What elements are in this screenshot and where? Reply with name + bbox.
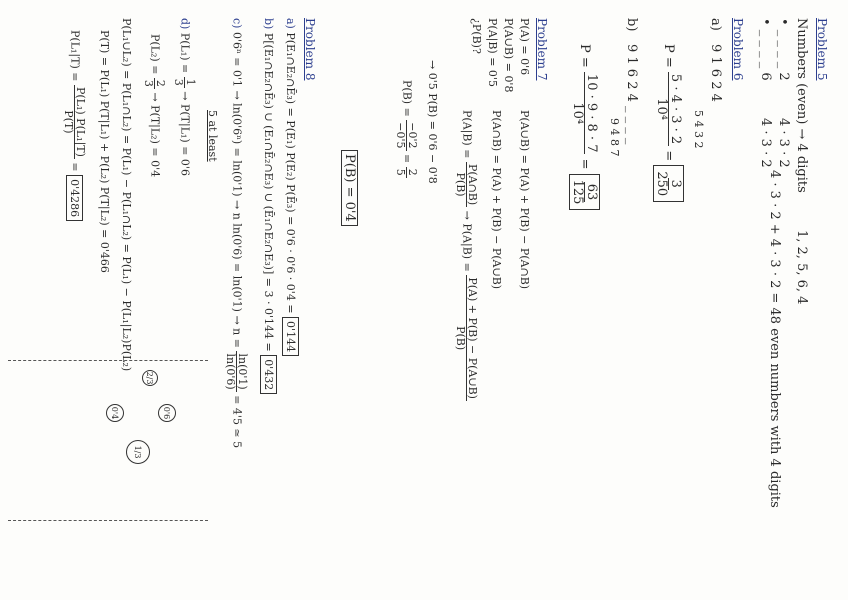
dashed-line-1 (8, 360, 208, 361)
problem7-eq1: P(A∪B) = P(A) + P(B) − P(A∩B) (518, 110, 531, 290)
problem6-a-formula: P = 5 · 4 · 3 · 2 10⁴ = 3 250 (653, 44, 684, 202)
tree-root-label: 1/3 (133, 445, 143, 459)
problem6-a-sub: 5 4 3 2 (692, 110, 705, 149)
problem8-a-text: P(E₁∩E₂∩Ē₃) = P(E₁) P(E₂) P(Ē₃) = 0'6 · 0'6 · 0'4 = (284, 32, 297, 314)
problem7-given1: P(A) = 0'6 (518, 18, 531, 76)
problem6-a-result-num: 3 (668, 179, 683, 188)
problem6-b-sub: 9 4 8 7 (608, 118, 621, 157)
problem8-d-label: d) (178, 18, 192, 30)
problem5-row1-blanks: • _ _ _ _ 2 (776, 18, 791, 81)
problem7-step2 (395, 80, 418, 178)
problem6-b-result (569, 174, 600, 211)
problem6-a-fraction (655, 72, 682, 146)
problem7-step2-rden: 5 (394, 168, 407, 176)
problem8-d-line1-num: 1 (184, 78, 197, 86)
problem6-b-result-den: 125 (570, 179, 585, 205)
problem8-d-line1-lhs: P(L₁) = (178, 32, 192, 74)
problem7-eq3-den: P(B) (454, 172, 467, 197)
problem8-c-num: ln(0'1) (236, 353, 249, 390)
problem8-d-line1 (173, 18, 196, 176)
problem8-a (285, 18, 296, 356)
problem8-b-answer: 0'432 (260, 355, 277, 394)
problem6-a-label: a) (708, 18, 723, 31)
problem7-given2: P(A∪B) = 0'8 (502, 18, 515, 93)
problem7-given3: P(A|B) = 0'5 (486, 18, 499, 87)
problem8-d-line5-lhs: P(L₁|T) = (68, 30, 82, 82)
problem6-b-digits: 9 1 6 2 4 _ _ _ _ (624, 44, 639, 145)
problem5-row1-product: 4 · 3 · 2 (776, 118, 791, 168)
tree-node-1 (158, 404, 176, 422)
problem8-a-answer: 0'144 (282, 317, 299, 356)
problem8-b-text: P[(E₁∩E₂∩Ē₃) ∪ (E₁∩Ē₂∩E₃) ∪ (Ē₁∩E₂∩E₃)] = 3 · 0'144 = (262, 32, 275, 352)
problem7-step2-eq: = (400, 154, 414, 164)
problem8-c-label: c) (230, 18, 244, 29)
tree-node-1-label: 0'6 (162, 406, 172, 420)
problem7-answer: P(B) = 0'4 (341, 150, 358, 226)
problem8-d-line2-num: 2 (154, 79, 167, 87)
problem7-step2-fraction (395, 120, 418, 150)
problem8-c-text: 0'6ⁿ = 0'1 → ln(0'6ⁿ) = ln(0'1) → n ln(0'6) = ln(0'1) → n = (230, 31, 244, 348)
problem8-d-line4: P(T) = P(L₁) P(T|L₁) + P(L₂) P(T|L₂) = 0'466 (98, 30, 111, 273)
problem6-a-p: P = (661, 44, 676, 68)
problem6-a-result-den: 250 (654, 171, 669, 197)
problem7-question: ¿P(B)? (470, 18, 483, 54)
problem6-b-num: 10 · 9 · 8 · 7 (584, 73, 599, 153)
problem8-d-line1-den: 3 (172, 78, 185, 86)
problem7-step2-rfraction (395, 167, 418, 178)
problem8-d-line5-den: P(T) (62, 110, 75, 134)
problem8-d-line5: P(L₁|T) = P(L₁) P(L₁|T) P(T) = 0'4286 (63, 30, 86, 221)
problem8-d-line1-fraction (173, 77, 196, 88)
problem6-a-digits: 9 1 6 2 4 (708, 44, 723, 102)
problem6-b-formula: P = 10 · 9 · 8 · 7 10⁴ = 63 125 (569, 44, 600, 210)
problem7-step2-lhs: P(B) = (400, 80, 414, 117)
problem7-step2-den: −0'5 (394, 122, 407, 149)
problem7-eq3 (455, 110, 478, 401)
dashed-line-2 (8, 520, 208, 521)
problem6-b-den: 10⁴ (570, 102, 585, 125)
tree-node-3-label: 2/3 (145, 371, 155, 385)
problem5-heading: Problem 5 (815, 18, 829, 81)
problem8-d-answer: 0'4286 (67, 175, 84, 221)
problem6-a-num: 5 · 4 · 3 · 2 (668, 73, 683, 145)
problem8-d-line2-fraction (143, 78, 166, 89)
problem6-b-result-num: 63 (584, 183, 599, 201)
problem6-heading: Problem 6 (731, 18, 745, 81)
problem7-eq3-lhs: P(A|B) = (460, 110, 474, 159)
tree-node-3 (142, 370, 158, 386)
problem7-step2-rnum: 2 (406, 168, 419, 176)
problem8-d-line2-lhs: P(L₂) = (148, 34, 162, 75)
tree-node-2-label: 0'4 (110, 406, 120, 420)
problem8-heading: Problem 8 (303, 18, 317, 81)
problem8-d-line5-num: P(L₁) P(L₁|T) (74, 86, 87, 157)
problem5-row2-blanks: • _ _ _ _ 6 (758, 18, 773, 81)
problem7-eq3-rnum: P(A) + P(B) − P(A∪B) (466, 277, 479, 399)
problem8-c-note: 5 at least (206, 110, 219, 162)
problem8-c-fraction (225, 351, 248, 391)
problem5-digits: 1, 2, 5, 6, 4 (794, 230, 809, 305)
problem7-eq3-arrow: → P(A|B) = (460, 210, 474, 272)
problem8-b (263, 18, 274, 394)
problem7-eq3-rden: P(B) (454, 326, 467, 351)
problem8-d-line2-rhs: → P(T|L₂) = 0'4 (148, 92, 162, 178)
problem8-c-den: ln(0'6) (224, 353, 237, 390)
problem8-a-label: a) (284, 18, 297, 29)
problem8-d-line2 (143, 34, 166, 177)
problem7-step2-num: −0'2 (406, 122, 419, 149)
problem8-b-label: b) (262, 18, 275, 30)
problem6-b-p: P = (577, 44, 592, 68)
problem7-eq3-fraction (455, 162, 478, 207)
problem7-eq3-rfraction (455, 275, 478, 401)
problem7-eq3-num: P(A∩B) (466, 163, 479, 206)
problem8-d-line5-fraction (63, 85, 86, 159)
problem5-sum: 4 · 3 · 2 + 4 · 3 · 2 = 48 even numbers with 4 digits (767, 170, 782, 508)
problem5-line1: Numbers (even) → 4 digits (794, 18, 809, 193)
problem6-b-label: b) (624, 18, 639, 32)
problem8-d-line1-rhs: → P(T|L₁) = 0'6 (178, 91, 192, 176)
problem8-d-line2-den: 3 (142, 79, 155, 87)
problem5-row2-product: 4 · 3 · 2 (758, 118, 773, 168)
problem7-step1: → 0'5 P(B) = 0'6 − 0'8 (426, 60, 439, 184)
tree-node-2 (106, 404, 124, 422)
problem6-a-result (653, 165, 684, 202)
problem7-eq2: P(A∩B) = P(A) + P(B) − P(A∪B) (490, 110, 503, 290)
problem8-d-line3: P(L₁∪L₂) = P(L₁∩L₂) = P(L₁) − P(L₁∩L₂) = P(L₁) − P(L₁|L₂)P(L₂) (120, 18, 133, 372)
problem8-c (225, 18, 248, 448)
problem7-heading: Problem 7 (535, 18, 549, 81)
problem8-c-result: = 4'5 ≃ 5 (230, 395, 244, 449)
tree-root-node (126, 440, 150, 464)
problem6-a-den: 10⁴ (654, 98, 669, 120)
problem6-b-fraction (571, 72, 598, 155)
